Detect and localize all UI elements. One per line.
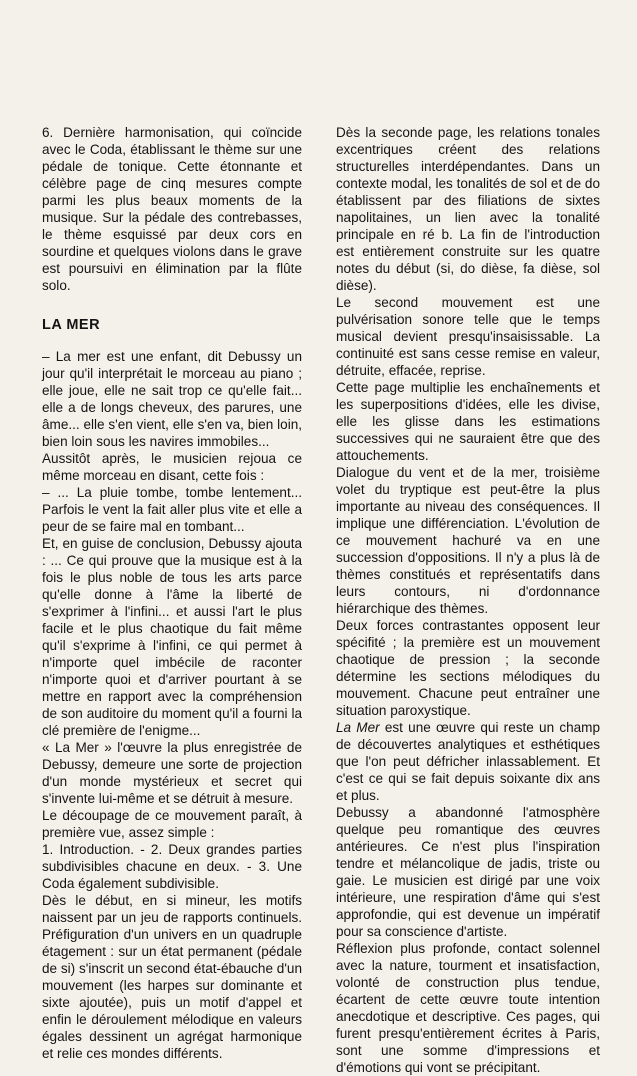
section-heading: LA MER xyxy=(42,317,101,333)
right-paragraph-3: Cette page multiplie les enchaînements et les superpositions d'idées, elle les divise, elle les glisse dans les estimations successives qui ne sauraient être que des attouchements. xyxy=(336,380,600,463)
left-column xyxy=(42,124,302,1062)
left-paragraph-4: Et, en guise de conclusion, Debussy ajouta : ... Ce qui prouve que la musique est à la fois le plus noble de tous les arts parce qu'elle donne à l'âme la liberté de s'exprimer à l'infini... et aussi l'art le plus facile et le plus chaotique du fait même qu'il s'exprime à l'infini, ce qui permet à n'importe quel imbécile de raconter n'importe quoi et d'arriver pourtant à se mettre en rapport avec la compréhension de son auditoire du moment qu'il a fourni la clé première de l'enigme... xyxy=(42,536,302,738)
right-paragraph-6 xyxy=(336,719,600,804)
right-paragraph-2: Le second mouvement est une pulvérisation sonore telle que le temps musical devient presqu'insaisissable. La continuité est sans cesse remise en valeur, détruite, effacée, reprise. xyxy=(336,295,600,378)
left-paragraph-6: Le découpage de ce mouvement paraît, à première vue, assez simple : xyxy=(42,808,302,840)
right-paragraph-5: Deux forces contrastantes opposent leur spécifité ; la première est un mouvement chaotique de pression ; la seconde détermine les sections mélodiques du mouvement. Chacune peut entraîner une situation paroxystique. xyxy=(336,618,600,718)
right-paragraph-1: Dès la seconde page, les relations tonales excentriques créent des relations structurelles interdépendantes. Dans un contexte modal, les tonalités de sol et de do établissent par des filiations de sixtes napolitaines, un lien avec la tonalité principale en ré b. La fin de l'introduction est entièrement construite sur les quatre notes du début (si, do dièse, fa dièse, sol dièse). xyxy=(336,125,600,293)
intro-paragraph: 6. Dernière harmonisation, qui coïncide avec le Coda, établissant le thème sur une pédale de tonique. Cette étonnante et célèbre page de cinq mesures compte parmi les plus beaux moments de la musique. Sur la pédale des contrebasses, le thème esquissé par deux cors en sourdine et quelques violons dans le grave est poursuivi en élimination par la flûte solo. xyxy=(42,125,302,293)
la-mer-title-italic: La Mer xyxy=(336,720,380,735)
right-paragraph-7: Debussy a abandonné l'atmosphère quelque peu romantique des œuvres antérieures. Ce n'est plus l'inspiration tendre et mélancolique de jadis, triste ou gaie. Le musicien est dirigé par une voix intérieure, une respiration d'âme qui s'est approfondie, qui est devenue un impératif pour sa conscience d'artiste. xyxy=(336,805,600,939)
left-paragraph-8: Dès le début, en si mineur, les motifs naissent par un jeu de rapports continuels. Préfiguration d'un univers en un quadruple étagement : sur un état permanent (pédale de si) s'inscrit un second état-ébauche d'un mouvement (les harpes sur dominante et sixte ajoutée), puis un motif d'appel et enfin le déroulement mélodique en valeurs égales dessinent un agrégat harmonique et relie ces mondes différents. xyxy=(42,893,302,1061)
la-mer-paragraph-text: est une œuvre qui reste un champ de découvertes analytiques et esthétiques que l'on peut défricher inlassablement. Et c'est ce qui se fait depuis soixante dix ans et plus. xyxy=(336,720,600,803)
right-paragraph-8: Réflexion plus profonde, contact solennel avec la nature, tourment et insatisfaction, volonté de construction plus tendue, écartent de cette œuvre toute intention anecdotique et descriptive. Ces pages, qui furent presqu'entièrement écrites à Paris, sont une somme d'impressions et d'émotions qui vont se précipitant. xyxy=(336,941,600,1075)
right-paragraph-4: Dialogue du vent et de la mer, troisième volet du tryptique est peut-être la plus importante au niveau des conséquences. Il implique une différenciation. L'évolution de ce mouvement hachuré va en une succession d'oppositions. Il n'y a plus là de thèmes constitués et représentatifs dans leurs contours, ni d'ordonnance hiérarchique des thèmes. xyxy=(336,465,600,616)
left-paragraph-2: Aussitôt après, le musicien rejoua ce même morceau en disant, cette fois : xyxy=(42,451,302,483)
left-paragraph-7: 1. Introduction. - 2. Deux grandes parties subdivisibles chacune en deux. - 3. Une Coda également subdivisible. xyxy=(42,842,302,891)
left-paragraph-3: – ... La pluie tombe, tombe lentement... Parfois le vent la fait aller plus vite et elle a peur de se faire mal en tombant... xyxy=(42,485,302,534)
left-paragraph-5: « La Mer » l'œuvre la plus enregistrée de Debussy, demeure une sorte de projection d'un monde mystérieux et secret qui s'invente lui-même et se détruit à mesure. xyxy=(42,740,302,806)
right-column xyxy=(336,124,600,1076)
left-paragraph-1: – La mer est une enfant, dit Debussy un jour qu'il interprétait le morceau au piano ; elle joue, elle ne sait trop ce qu'elle fait... elle a de longs cheveux, des parures, une âme... elle s'en vient, elle s'en va, bien loin, bien loin sous les navires immobiles... xyxy=(42,349,302,449)
